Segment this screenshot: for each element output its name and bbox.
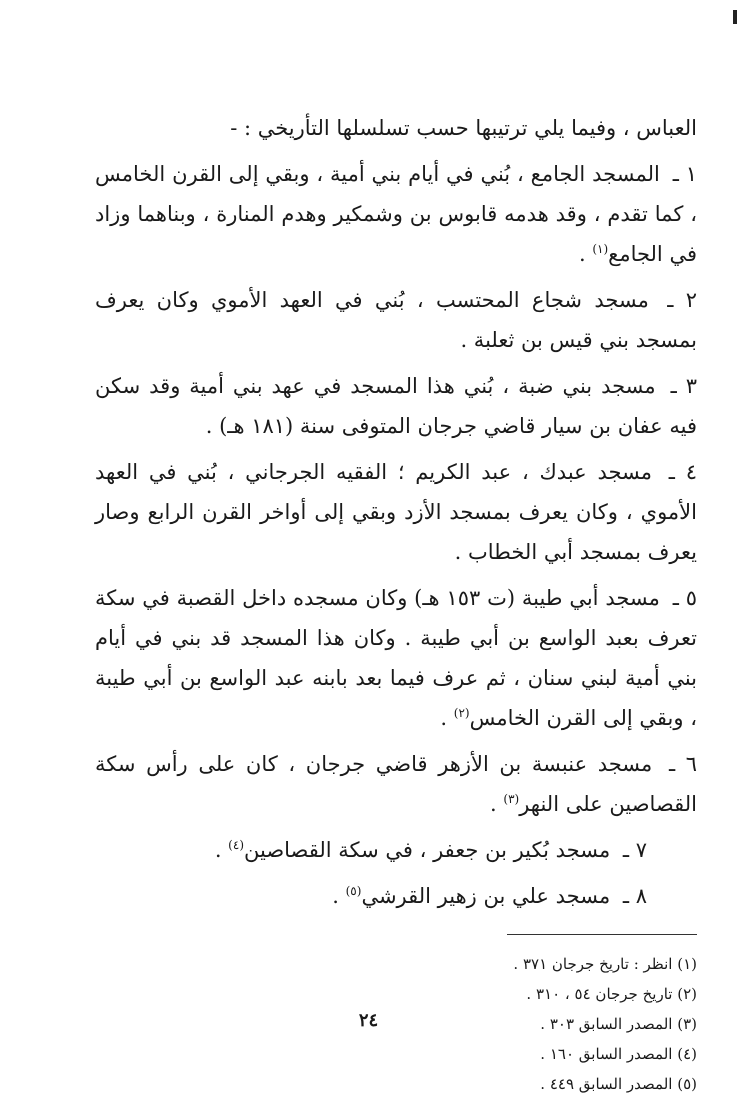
list-item bbox=[95, 452, 697, 572]
item-text: مسجد شجاع المحتسب ، بُني في العهد الأموي وكان يعرف بمسجد بني قيس بن ثعلبة . bbox=[95, 288, 697, 352]
item-tail: . bbox=[332, 884, 346, 908]
footnote: (٤) المصدر السابق ١٦٠ . bbox=[540, 1045, 697, 1063]
footnote-ref[interactable]: (٥) bbox=[345, 884, 362, 898]
item-text: المسجد الجامع ، بُني في أيام بني أمية ، وبقي إلى القرن الخامس ، كما تقدم ، وقد هدمه قابوس بن وشمكير وهدم المنارة ، وبناهما وزاد في الجامع bbox=[95, 162, 697, 266]
item-number: ٢ ـ bbox=[667, 288, 697, 312]
page-body bbox=[95, 108, 697, 1099]
footnote-ref[interactable]: (٣) bbox=[503, 792, 520, 806]
footnote-divider bbox=[507, 934, 697, 935]
item-number: ٣ ـ bbox=[670, 374, 697, 398]
list-item bbox=[95, 830, 697, 870]
list-item bbox=[95, 744, 697, 824]
list-item bbox=[95, 280, 697, 360]
list-item bbox=[95, 876, 697, 916]
item-text: مسجد عبدك ، عبد الكريم ؛ الفقيه الجرجاني ، بُني في العهد الأموي ، وكان يعرف بمسجد الأزد وبقي إلى أواخر القرن الرابع وصار يعرف بمسجد أبي الخطاب . bbox=[95, 460, 697, 564]
item-text: مسجد علي بن زهير القرشي bbox=[361, 884, 611, 908]
item-text: مسجد بني ضبة ، بُني هذا المسجد في عهد بني أمية وقد سكن فيه عفان بن سيار قاضي جرجان المتوفى سنة (١٨١ هـ) . bbox=[95, 374, 697, 438]
item-number: ٦ ـ bbox=[668, 752, 698, 776]
item-tail: . bbox=[578, 242, 593, 266]
list-item bbox=[95, 366, 697, 446]
item-number: ١ ـ bbox=[672, 162, 698, 186]
item-tail: . bbox=[440, 706, 454, 730]
footnote: (٥) المصدر السابق ٤٤٩ . bbox=[540, 1075, 697, 1093]
footnote-ref[interactable]: (٤) bbox=[228, 838, 244, 852]
list-item bbox=[95, 578, 697, 738]
item-tail: . bbox=[490, 792, 504, 816]
footnote-ref[interactable]: (١) bbox=[592, 242, 609, 256]
item-number: ٨ ـ bbox=[622, 884, 647, 908]
footnote: (٢) تاريخ جرجان ٥٤ ، ٣١٠ . bbox=[526, 985, 697, 1003]
item-text: مسجد أبي طيبة (ت ١٥٣ هـ) وكان مسجده داخل القصبة في سكة تعرف بعبد الواسع بن أبي طيبة . وكان هذا المسجد قد بني في أيام بني أمية لبني سنان ، ثم عرف فيما بعد بابنه عبد الواسع بن أبي طيبة ، وبقي إلى القرن الخامس bbox=[95, 586, 697, 730]
footnote: (٣) المصدر السابق ٣٠٣ . bbox=[540, 1015, 697, 1033]
item-number: ٧ ـ bbox=[622, 838, 647, 862]
item-number: ٤ ـ bbox=[668, 460, 697, 484]
page-number: ٢٤ bbox=[358, 1010, 379, 1031]
item-text: مسجد بُكير بن جعفر ، في سكة القصاصين bbox=[244, 838, 611, 862]
intro-paragraph: العباس ، وفيما يلي ترتيبها حسب تسلسلها التأريخي : - bbox=[230, 116, 697, 140]
item-text: مسجد عنبسة بن الأزهر قاضي جرجان ، كان على رأس سكة القصاصين على النهر bbox=[95, 752, 697, 816]
corner-mark bbox=[733, 10, 737, 24]
item-number: ٥ ـ bbox=[672, 586, 697, 610]
item-tail: . bbox=[214, 838, 229, 862]
footnote: (١) انظر : تاريخ جرجان ٣٧١ . bbox=[513, 955, 697, 973]
footnote-ref[interactable]: (٢) bbox=[453, 706, 470, 720]
list-item bbox=[95, 154, 697, 274]
